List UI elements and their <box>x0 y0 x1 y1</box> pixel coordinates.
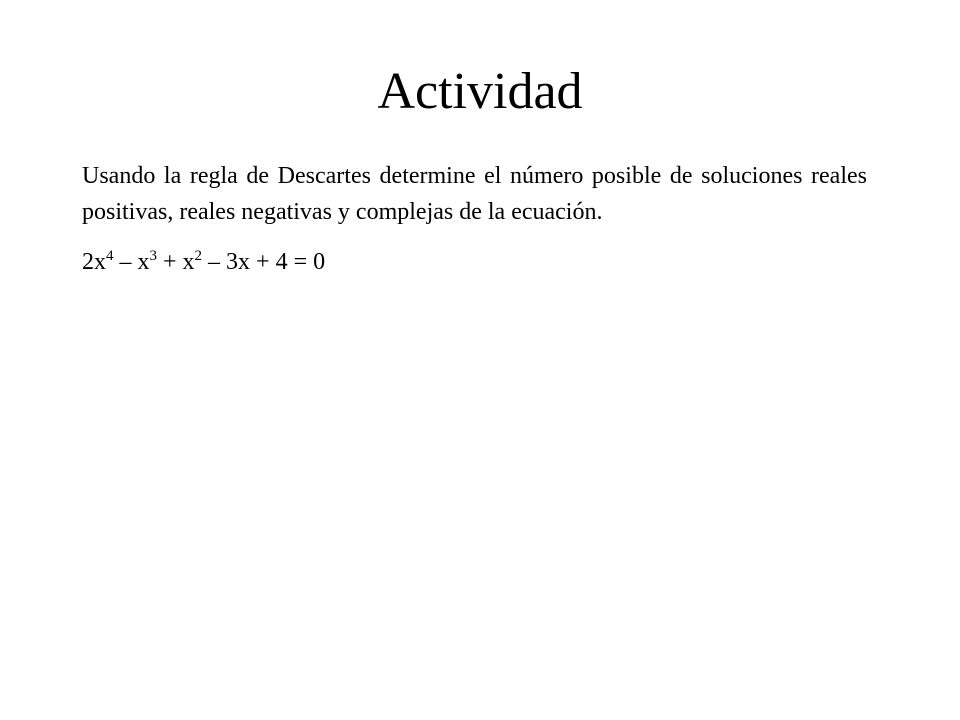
instruction-text: Usando la regla de Descartes determine el número posible de soluciones reales positivas, reales negativas y complejas de la ecuación. <box>82 163 867 225</box>
slide-title: Actividad <box>377 63 583 120</box>
equation <box>82 244 867 280</box>
operator-4: + <box>250 249 276 275</box>
operator-2: + <box>157 249 183 275</box>
operator-3: – <box>202 249 227 275</box>
right-hand-side: 0 <box>313 249 326 275</box>
term-2-exponent: 3 <box>149 248 157 264</box>
slide-body <box>82 158 867 280</box>
equals-sign: = <box>287 249 314 275</box>
term-3-exponent: 2 <box>194 248 203 264</box>
term-3-base: x <box>182 249 195 275</box>
term-1-base: 2x <box>82 249 106 275</box>
term-5-base: 4 <box>275 249 288 275</box>
term-1-exponent: 4 <box>106 248 114 264</box>
term-4-base: 3x <box>226 249 251 275</box>
operator-1: – <box>113 249 138 275</box>
term-2-base: x <box>137 249 150 275</box>
